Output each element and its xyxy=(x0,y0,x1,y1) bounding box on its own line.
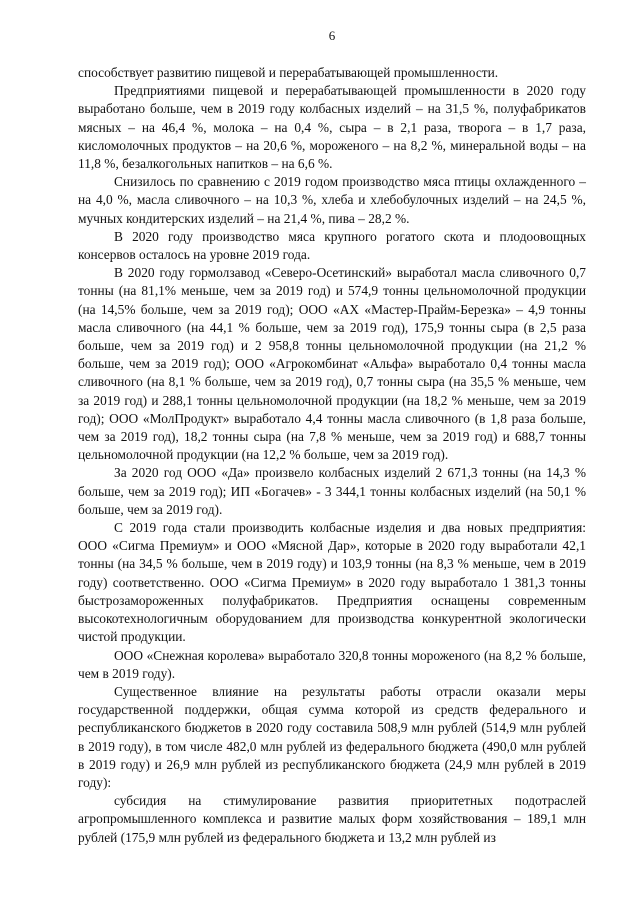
paragraph-new-enterprises: С 2019 года стали производить колбасные изделия и два новых предприятия: ООО «Сигма Премиум» и ООО «Мясной Дар», которые в 2020 году выработали 42,1 тонны (на 34,5 % больше, чем в 2019 году) и 103,9 тонны (на 8,3 % меньше, чем в 2019 году) соответственно. ООО «Сигма Премиум» в 2020 году выработало 1 381,3 тонны быстрозамороженных полуфабрикатов. Предприятия оснащены современным высокотехнологичным оборудованием для производства конкурентной экологически чистой продукции. xyxy=(78,520,586,645)
paragraph-production-growth: Предприятиями пищевой и перерабатывающей промышленности в 2020 году выработано больше, чем в 2019 году колбасных изделий – на 31,5 %, полуфабрикатов мясных – на 46,4 %, молока – на 0,4 %, сыра – в 2,1 раза, творога – в 1,7 раза, кисломолочных продуктов – на 20,6 %, мороженого – на 8,2 %, минеральной воды – на 11,8 %, безалкогольных напитков – на 6,6 %. xyxy=(78,83,586,172)
paragraph-ice-cream: ООО «Снежная королева» выработало 320,8 тонны мороженого (на 8,2 % больше, чем в 2019 году). xyxy=(78,647,586,681)
page-number: 6 xyxy=(328,28,336,43)
paragraph-production-stable: В 2020 году производство мяса крупного рогатого скота и плодоовощных консервов осталось на уровне 2019 года. xyxy=(78,228,586,263)
paragraph-subsidy: субсидия на стимулирование развития приоритетных подотраслей агропромышленного комплекса и развитие малых форм хозяйствования – 189,1 млн рублей (175,9 млн рублей из федерального бюджета и 13,2 млн рублей из xyxy=(78,793,586,845)
paragraph-dairy-plants: В 2020 году гормолзавод «Северо-Осетинский» выработал масла сливочного 0,7 тонны (на 81,1% меньше, чем за 2019 год) и 574,9 тонны цельномолочной продукции (на 14,5% больше, чем за 2019 год); ООО «АХ «Мастер-Прайм-Березка» – 4,9 тонны масла сливочного (на 44,1 % больше, чем за 2019 год), 175,9 тонны сыра (в 2,5 раза больше, чем за 2019 год) и 2 958,8 тонны цельномолочной продукции (на 21,2 % больше, чем за 2019 год); ООО «Агрокомбинат «Альфа» выработало 0,4 тонны масла сливочного (на 8,1 % больше, чем за 2019 год), 0,7 тонны сыра (на 35,5 % меньше, чем за 2019 год) и 288,1 тонны цельномолочной продукции (на 18,2 % меньше, чем за 2019 год); ООО «МолПродукт» выработало 4,4 тонны масла сливочного (в 1,8 раза больше, чем за 2019 год), 18,2 тонны сыра (на 7,8 % меньше, чем за 2019 год) и 688,7 тонны цельномолочной продукции (на 12,2 % больше, чем за 2019 год). xyxy=(78,265,586,463)
paragraph-continuation: способствует развитию пищевой и перерабатывающей промышленности. xyxy=(78,65,499,80)
paragraph-sausage-producers: За 2020 год ООО «Да» произвело колбасных изделий 2 671,3 тонны (на 14,3 % больше, чем за 2019 год); ИП «Богачев» - 3 344,1 тонны колбасных изделий (на 50,1 % больше, чем за 2019 год). xyxy=(78,465,586,517)
paragraph-production-decline: Снизилось по сравнению с 2019 годом производство мяса птицы охлажденного – на 4,0 %, масла сливочного – на 10,3 %, хлеба и хлебобулочных изделий – на 24,5 %, мучных кондитерских изделий – на 21,4 %, пива – 28,2 %. xyxy=(78,174,586,226)
paragraph-state-support: Существенное влияние на результаты работы отрасли оказали меры государственной поддержки, общая сумма которой из средств федерального и республиканского бюджетов в 2020 году составила 508,9 млн рублей (514,9 млн рублей в 2019 году), в том числе 482,0 млн рублей из федерального бюджета (490,0 млн рублей в 2019 году) и 26,9 млн рублей из республиканского бюджета (24,9 млн рублей в 2019 году): xyxy=(78,683,586,790)
document-body xyxy=(78,64,586,847)
